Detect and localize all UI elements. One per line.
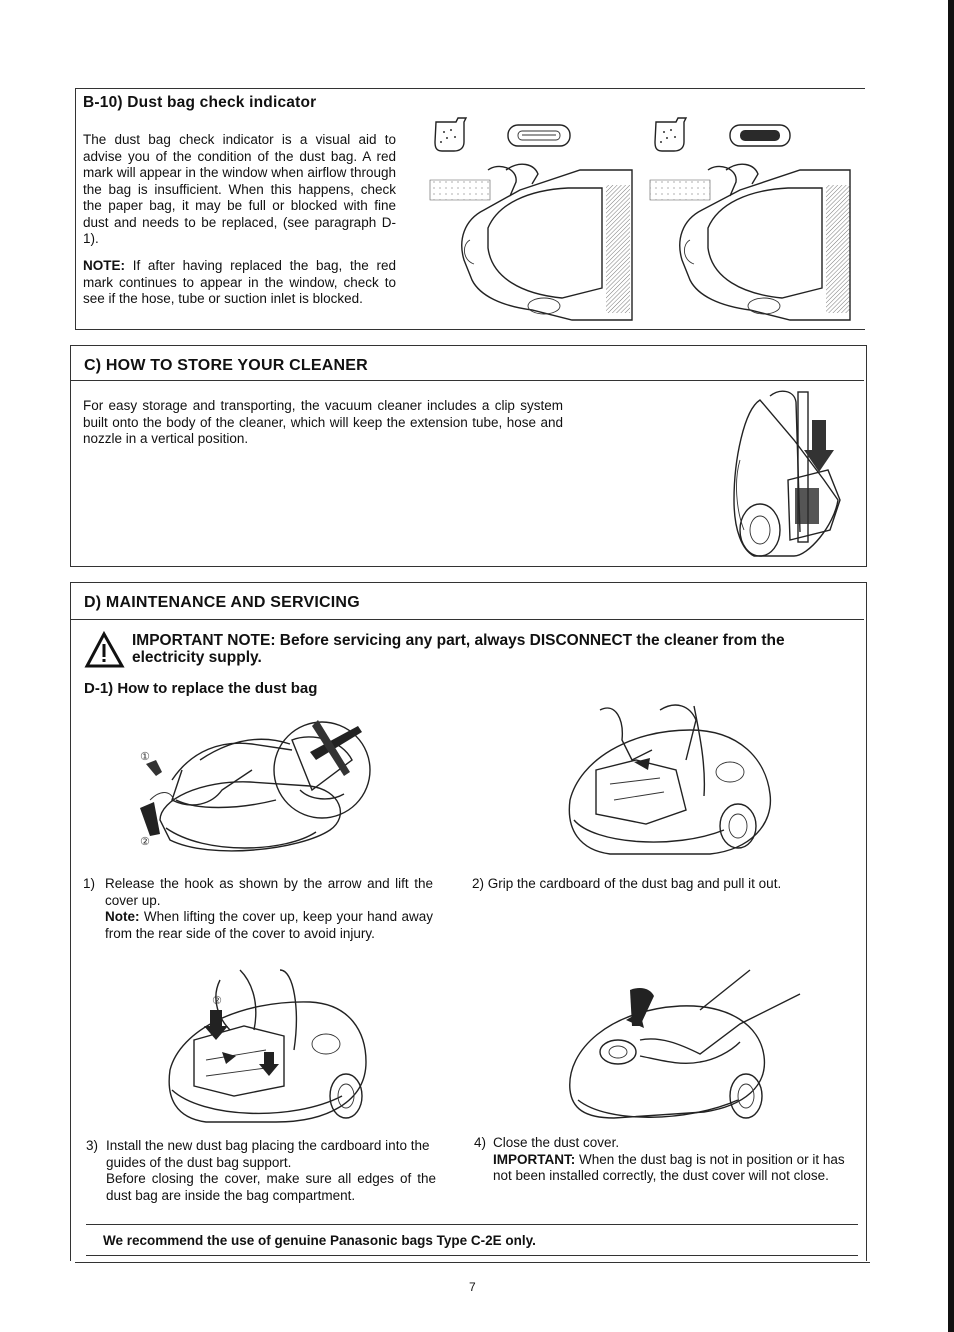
step2-body: 2) Grip the cardboard of the dust bag and pull it out.	[472, 876, 782, 891]
b10-body: The dust bag check indicator is a visual aid to advise you of the condition of the dust bag. A red mark will appear in the window when airflow through the bag is insufficient. When this happens, check the paper bag, it may be full or blocked with fine dust and needs to be replaced, (see paragraph D-1).	[83, 132, 396, 246]
step2-illustration	[569, 705, 770, 854]
step1-label-1: ①	[140, 750, 150, 763]
d-title: D) MAINTENANCE AND SERVICING	[84, 594, 360, 611]
c-body: For easy storage and transporting, the vacuum cleaner includes a clip system built onto the body of the cleaner, which will keep the extension tube, hose and nozzle in a vertical position.	[83, 398, 563, 446]
step1-body: Release the hook as shown by the arrow and lift the cover up.	[105, 876, 433, 908]
d1-title: D-1) How to replace the dust bag	[84, 680, 318, 697]
step4-text	[474, 1135, 859, 1185]
step4-body: Close the dust cover.	[493, 1135, 620, 1150]
step3-illustration	[169, 970, 366, 1122]
b10-title: B-10) Dust bag check indicator	[83, 94, 317, 111]
step4-important	[493, 1152, 859, 1185]
c-title: C) HOW TO STORE YOUR CLEANER	[84, 357, 368, 374]
important-note: IMPORTANT NOTE: Before servicing any part, always DISCONNECT the cleaner from the electricity supply.	[132, 632, 785, 666]
step4-important-text: When the dust bag is not in position or it has not been installed correctly, the dust cover will not close.	[493, 1151, 845, 1183]
step3-number: 3)	[86, 1138, 99, 1153]
step1-note-text: When lifting the cover up, keep your hand away from the rear side of the cover to avoid injury.	[105, 909, 433, 941]
page-number: 7	[469, 1280, 476, 1294]
step3-label-2: ②	[212, 994, 222, 1007]
b10-note-label: NOTE:	[83, 258, 125, 273]
b10-note-text: If after having replaced the bag, the red mark continues to appear in the window, check to see if the hose, tube or suction inlet is blocked.	[83, 258, 396, 306]
recommend-text: We recommend the use of genuine Panasonic bags Type C-2E only.	[103, 1233, 536, 1248]
bottom-rule	[75, 1262, 870, 1263]
step1-illustration	[140, 720, 370, 851]
step1-number: 1)	[83, 876, 96, 891]
step1-text	[83, 876, 433, 942]
step3-body-a: Install the new dust bag placing the cardboard into the guides of the dust bag support.	[106, 1138, 430, 1170]
step4-important-label: IMPORTANT:	[493, 1151, 576, 1167]
step2-text	[472, 876, 852, 893]
step4-number: 4)	[474, 1135, 487, 1150]
step3-body-b: Before closing the cover, make sure all edges of the dust bag are inside the bag compartment.	[106, 1171, 436, 1203]
step1-note	[105, 909, 433, 942]
step3-text	[86, 1138, 436, 1204]
step1-label-2: ②	[140, 835, 150, 848]
step1-note-label: Note:	[105, 909, 140, 924]
step4-illustration	[570, 970, 800, 1118]
